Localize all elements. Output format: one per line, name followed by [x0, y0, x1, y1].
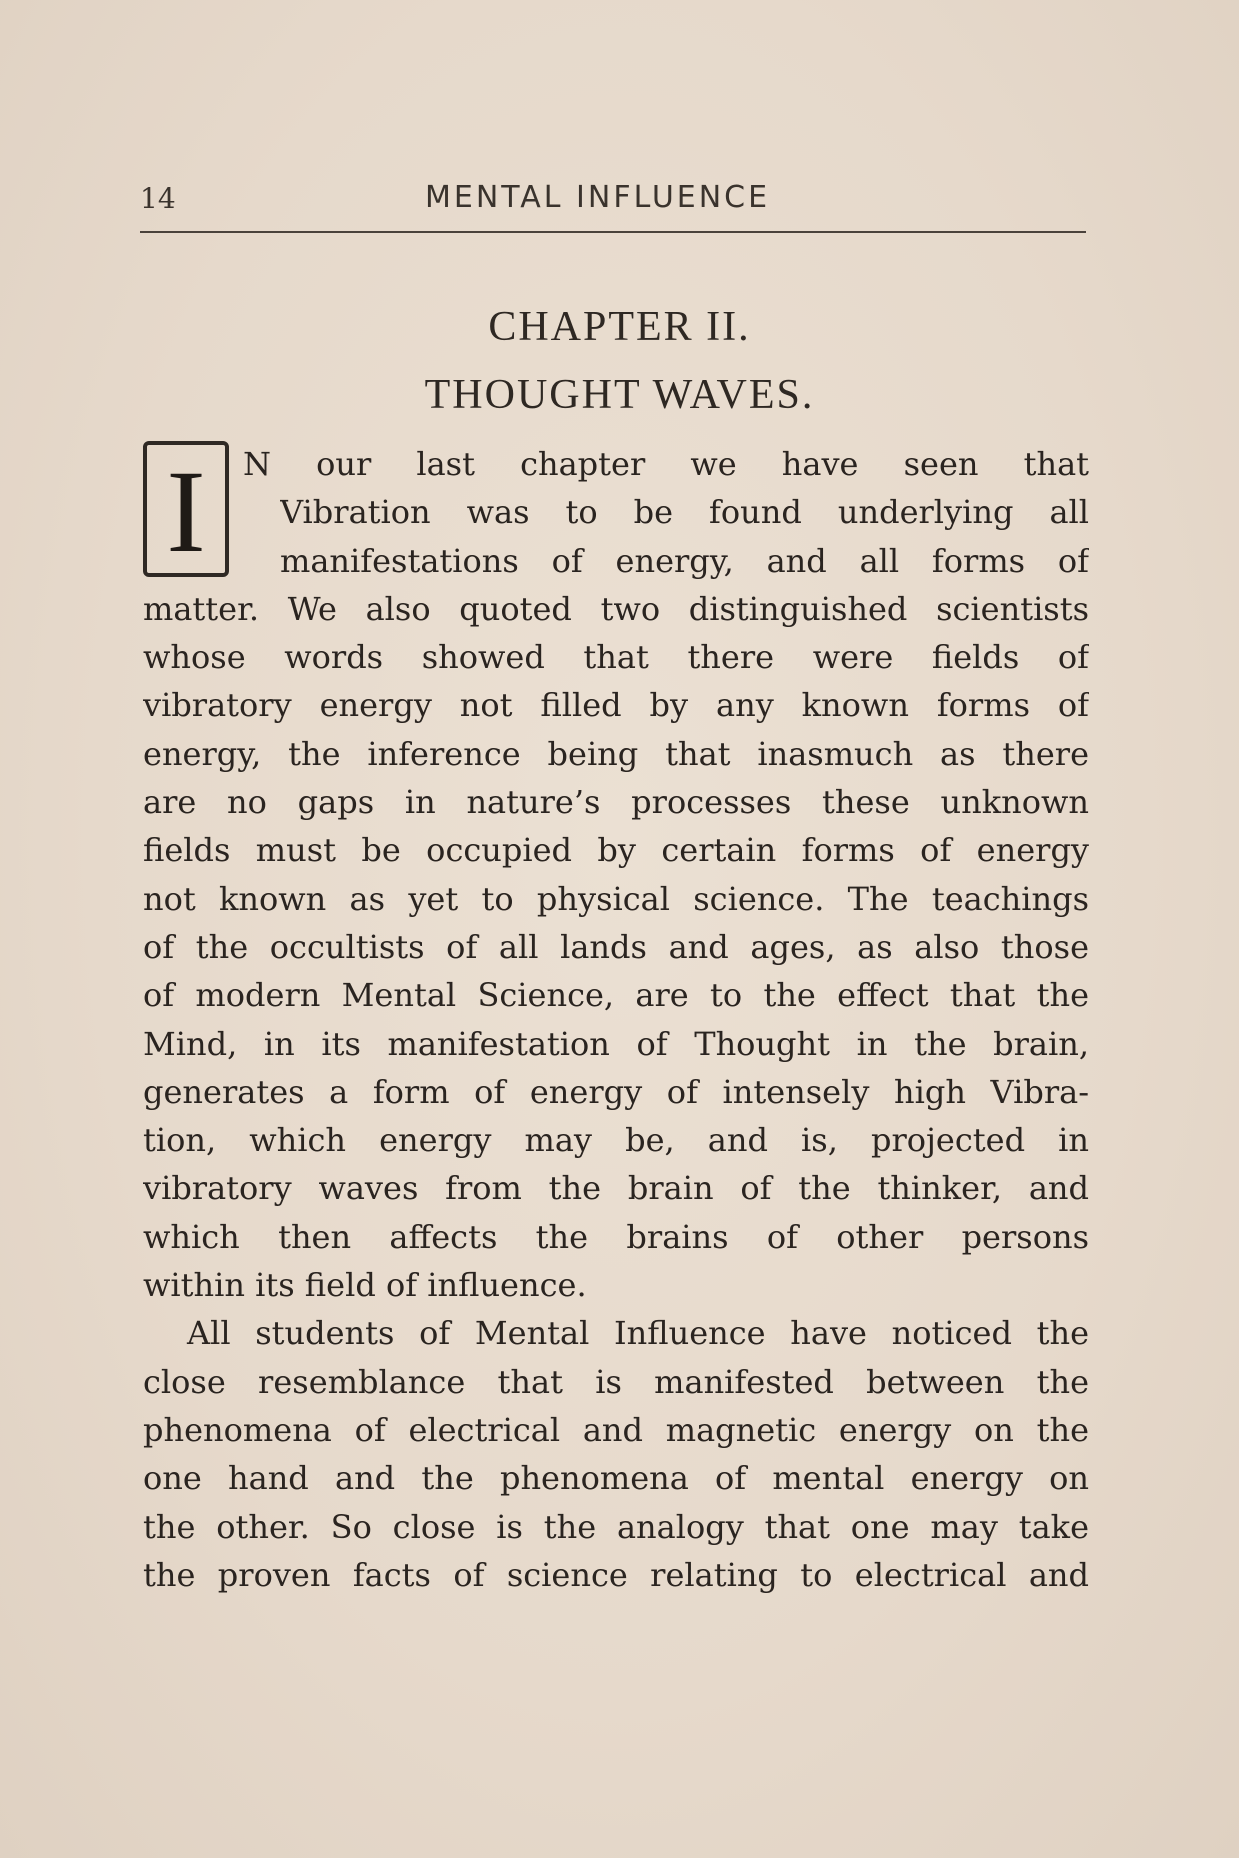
- text-line: not known as yet to physical science. The teachings: [143, 879, 1089, 918]
- text-line: energy, the inference being that inasmuch as there: [143, 734, 1089, 773]
- text-line: Mind, in its manifestation of Thought in the brain,: [143, 1024, 1089, 1063]
- text-line: generates a form of energy of intensely high Vibra-: [143, 1072, 1089, 1111]
- text-line: the proven facts of science relating to electrical and: [143, 1555, 1089, 1594]
- running-head: [140, 178, 1086, 228]
- text-line: N our last chapter we have seen that: [243, 445, 1089, 483]
- text-line: fields must be occupied by certain forms of energy: [143, 831, 1089, 870]
- text-line: which then affects the brains of other persons: [143, 1217, 1089, 1256]
- text-line: of the occultists of all lands and ages, as also those: [143, 927, 1089, 966]
- text-line: are no gaps in nature’s processes these unknown: [143, 783, 1089, 822]
- drop-cap-letter: I: [166, 446, 206, 577]
- text-line: tion, which energy may be, and is, projected in: [143, 1121, 1089, 1160]
- header-rule: [140, 231, 1086, 233]
- text-line: manifestations of energy, and all forms of: [280, 541, 1089, 580]
- text-line: All students of Mental Influence have noticed the: [187, 1314, 1089, 1353]
- text-line: Vibration was to be found underlying all: [280, 493, 1089, 532]
- text-line: close resemblance that is manifested between the: [143, 1362, 1089, 1401]
- text-line: whose words showed that there were fields of: [143, 638, 1089, 677]
- text-line: the other. So close is the analogy that one may take: [143, 1507, 1089, 1546]
- text-line: vibratory waves from the brain of the thinker, and: [143, 1169, 1089, 1208]
- text-line: phenomena of electrical and magnetic energy on the: [143, 1410, 1089, 1449]
- page-number: 14: [140, 182, 176, 215]
- running-title: MENTAL INFLUENCE: [425, 180, 771, 215]
- body-text: [143, 440, 1089, 1599]
- text-line: vibratory energy not filled by any known forms of: [143, 686, 1089, 725]
- text-line: matter. We also quoted two distinguished scientists: [143, 589, 1089, 628]
- chapter-title: THOUGHT WAVES.: [424, 372, 815, 418]
- text-line: within its field of influence.: [143, 1266, 587, 1305]
- chapter-number: CHAPTER II.: [488, 304, 751, 350]
- text-line: of modern Mental Science, are to the effect that the: [143, 976, 1089, 1015]
- text-line: one hand and the phenomena of mental energy on: [143, 1459, 1089, 1498]
